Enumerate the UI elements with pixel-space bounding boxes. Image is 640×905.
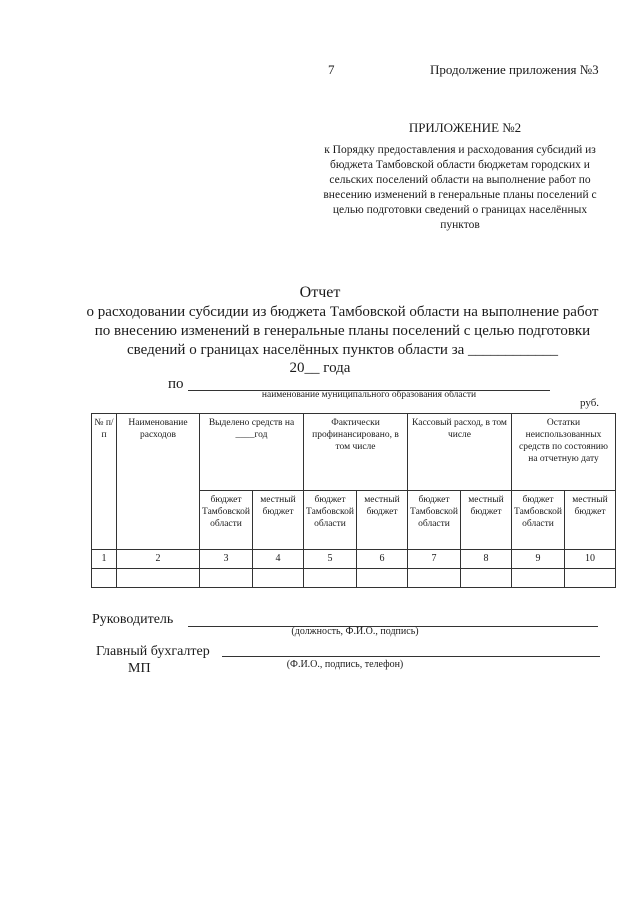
- subheader-local: местный бюджет: [461, 491, 512, 550]
- empty-cell: [357, 569, 408, 588]
- report-title: Отчет: [299, 284, 341, 301]
- subheader-regional: бюджет Тамбовской области: [408, 491, 461, 550]
- report-description: о расходовании субсидии из бюджета Тамбовской области на выполнение работ по внесению изменений в генеральные планы поселений с целью подготовки сведений о границах населённых пунктов области за ____________: [86, 304, 599, 358]
- empty-cell: [408, 569, 461, 588]
- continuation-note: Продолжение приложения №3: [430, 62, 599, 77]
- empty-cell: [565, 569, 616, 588]
- municipality-caption: наименование муниципального образования области: [261, 390, 477, 400]
- header-financed: Фактически профинансировано, в том числе: [304, 414, 408, 491]
- report-table: [91, 413, 616, 588]
- empty-cell: [512, 569, 565, 588]
- head-signature-caption: (должность, Ф.И.О., подпись): [291, 626, 419, 637]
- accountant-signature-label: Главный бухгалтер: [96, 644, 210, 659]
- column-number: 2: [117, 550, 200, 569]
- subheader-local: местный бюджет: [357, 491, 408, 550]
- subheader-regional: бюджет Тамбовской области: [200, 491, 253, 550]
- column-number: 5: [304, 550, 357, 569]
- header-num: № п/п: [92, 414, 117, 550]
- page-number: 7: [328, 62, 335, 77]
- empty-cell: [117, 569, 200, 588]
- column-number: 8: [461, 550, 512, 569]
- column-number: 3: [200, 550, 253, 569]
- column-number: 10: [565, 550, 616, 569]
- report-year: 20__ года: [289, 360, 351, 376]
- empty-cell: [200, 569, 253, 588]
- column-number: 7: [408, 550, 461, 569]
- empty-cell: [253, 569, 304, 588]
- empty-cell: [92, 569, 117, 588]
- appendix-description: к Порядку предоставления и расходования субсидий из бюджета Тамбовской области бюджетам городских и сельских поселений области на выполнение работ по внесению изменений в генеральные планы поселений с целью подготовки сведений о границах населённых пунктов: [323, 144, 597, 231]
- appendix-title: ПРИЛОЖЕНИЕ №2: [408, 120, 522, 135]
- column-number: 6: [357, 550, 408, 569]
- accountant-signature-line: [222, 656, 600, 657]
- head-signature-label: Руководитель: [92, 612, 174, 627]
- empty-data-row: [92, 569, 616, 588]
- header-cash: Кассовый расход, в том числе: [408, 414, 512, 491]
- municipality-label: по: [168, 376, 184, 392]
- subheader-local: местный бюджет: [565, 491, 616, 550]
- empty-cell: [304, 569, 357, 588]
- column-number: 1: [92, 550, 117, 569]
- empty-cell: [461, 569, 512, 588]
- column-number: 4: [253, 550, 304, 569]
- header-allocated: Выделено средств на ____год: [200, 414, 304, 491]
- subheader-local: местный бюджет: [253, 491, 304, 550]
- currency-unit: руб.: [580, 397, 600, 409]
- stamp-place-label: МП: [128, 661, 151, 676]
- accountant-signature-caption: (Ф.И.О., подпись, телефон): [286, 659, 404, 670]
- column-number-row: [92, 550, 616, 569]
- subheader-regional: бюджет Тамбовской области: [512, 491, 565, 550]
- header-remaining: Остатки неиспользованных средств по состоянию на отчетную дату: [512, 414, 616, 491]
- column-number: 9: [512, 550, 565, 569]
- subheader-regional: бюджет Тамбовской области: [304, 491, 357, 550]
- header-name: Наименование расходов: [117, 414, 200, 550]
